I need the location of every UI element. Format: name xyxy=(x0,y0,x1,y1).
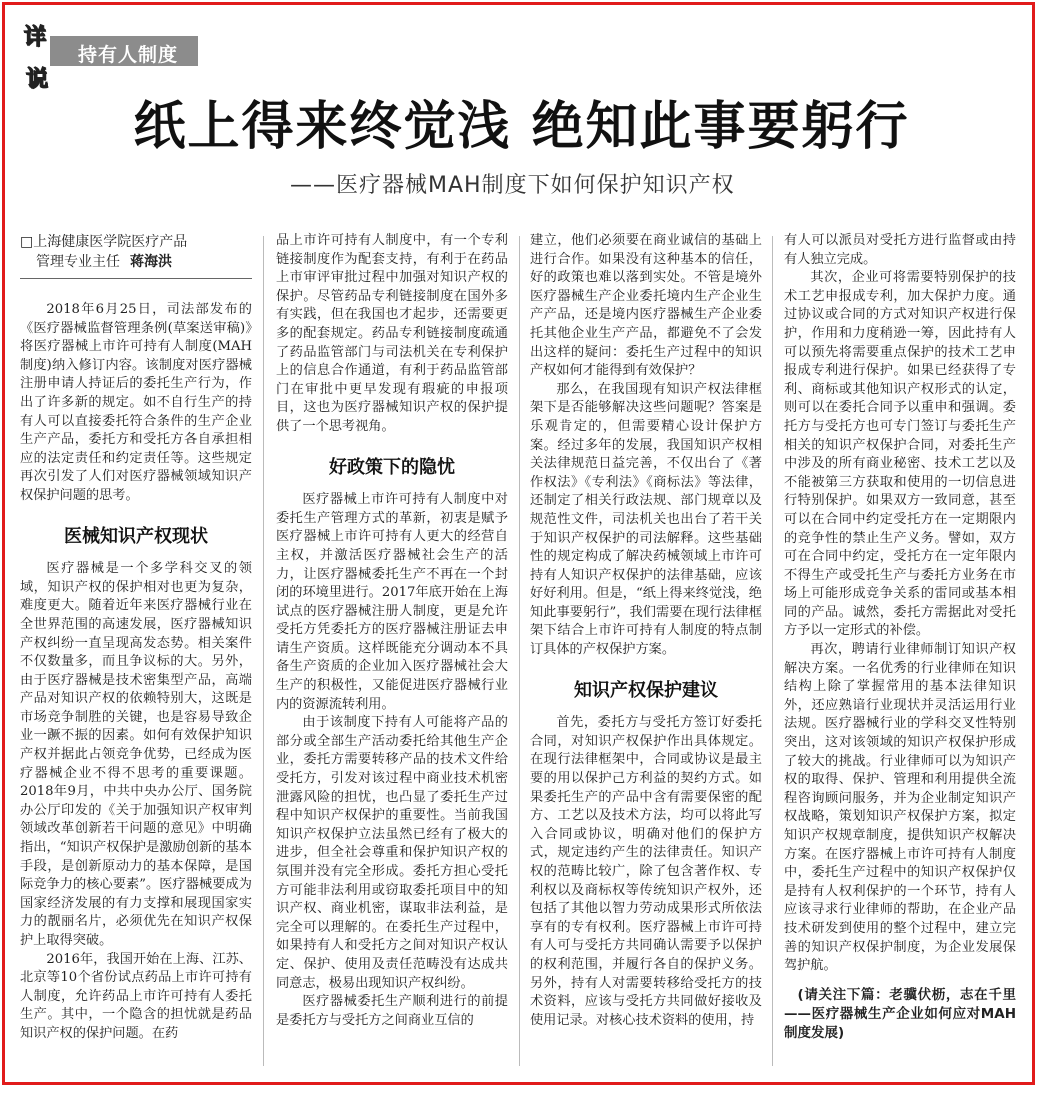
paragraph: 医疗器械是一个多学科交叉的领域，知识产权的保护相对也更为复杂，难度更大。随着近年来医疗器械行业在全世界范围的高速发展，医疗器械知识产权纠纷一直呈现高发态势。相关案件不仅数量多，而且争议标的大。另外，由于医疗器械是技术密集型产品，高端产品对知识产权的依赖特别大，这既是市场竞争制胜的关键，也是容易导致企业一蹶不振的因素。如何有效保护知识产权并据此占领竞争优势，已经成为医疗器械企业不得不思考的重要课题。2018年9月，中共中央办公厅、国务院办公厅印发的《关于加强知识产权审判领域改革创新若干问题的意见》中明确指出，“知识产权保护是激励创新的基本手段，是创新原动力的基本保障，是国际竞争力的核心要素”。医疗器械要成为国家经济发展的有力支撑和展现国家实力的靓丽名片，必须优先在知识产权保护上取得突破。 xyxy=(20,561,252,948)
paragraph: 再次，聘请行业律师制订知识产权解决方案。一名优秀的行业律师在知识结构上除了掌握常用的基本法律知识外，还应熟谙行业现状并灵活运用行业法规。医疗器械行业的学科交叉性特别突出，这对该领域的知识产权保护形成了较大的挑战。行业律师可以为知识产权的取得、保护、管理和利用提供全流程咨询顾问服务，并为企业制定知识产权战略，策划知识产权保护方案，拟定知识产权规章制度，提供知识产权解决方案。在医疗器械上市许可持有人制度中，委托生产过程中的知识产权保护仅是持有人权利保护的一个环节，持有人应该寻求行业律师的帮助，在企业产品技术研发到使用的整个过程中，建立完善的知识产权保护制度，为企业发展保驾护航。 xyxy=(784,642,1016,974)
author-line-2: 管理专业主任 xyxy=(36,254,120,270)
section-tag xyxy=(20,20,180,92)
paragraph: 建立，他们必须要在商业诚信的基础上进行合作。如果没有这种基本的信任，好的政策也难以落到实处。不管是境外医疗器械生产企业委托境内生产企业生产产品，还是境内医疗器械生产企业委托其他企业生产产品，都避免不了会发出这样的疑问：委托生产过程中的知识产权如何才能得到有效保护？ xyxy=(530,233,762,379)
tag-char-shuo: 说 xyxy=(26,67,49,92)
column-1 xyxy=(20,232,252,1062)
column-3 xyxy=(530,232,762,1062)
section-heading-status: 医械知识产权现状 xyxy=(64,525,208,547)
column-divider xyxy=(772,236,773,1066)
paragraph: 2016年，我国开始在上海、江苏、北京等10个省份试点药品上市许可持有人制度，允许药品上市许可持有人委托生产。其中，一个隐含的担忧就是药品知识产权的保护问题。在药 xyxy=(20,951,252,1041)
next-article-note: (请关注下篇：老骥伏枥，志在千里——医疗器械生产企业如何应对MAH制度发展) xyxy=(784,986,1016,1041)
column-divider xyxy=(263,236,264,1066)
author-name: 蒋海洪 xyxy=(130,254,172,270)
article-subtitle: ——医疗器械MAH制度下如何保护知识产权 xyxy=(290,173,735,198)
paragraph: 首先，委托方与受托方签订好委托合同，对知识产权保护作出具体规定。在现行法律框架中，合同或协议是最主要的用以保护己方利益的契约方式。如果委托生产的产品中含有需要保密的配方、工艺以及技术方法，均可以将此写入合同或协议，明确对他们的保护方式，规定违约产生的法律责任。知识产权的范畴比较广，除了包含著作权、专利权以及商标权等传统知识产权外，还包括了其他以智力劳动成果形式所依法享有的专有权利。医疗器械上市许可持有人可与受托方共同确认需要予以保护的权利范围，并履行各自的保护义务。另外，持有人对需要转移给受托方的技术资料，应该与受托方共同做好接收及使用记录。对核心技术资料的使用，持 xyxy=(530,715,762,1028)
paragraph: 医疗器械委托生产顺利进行的前提是委托方与受托方之间商业互信的 xyxy=(276,994,508,1028)
article-title: 纸上得来终觉浅 绝知此事要躬行 xyxy=(133,97,910,157)
tag-bar xyxy=(50,36,198,66)
paragraph: 由于该制度下持有人可能将产品的部分或全部生产活动委托给其他生产企业，委托方需要转移产品的技术文件给受托方，引发对该过程中商业技术机密泄露风险的担忧，也凸显了委托生产过程中知识产权保护的重要性。当前我国知识产权保护立法虽然已经有了极大的进步，但全社会尊重和保护知识产权的氛围并没有完全形成。委托方担心受托方可能非法利用或窃取委托项目中的知识产权、商业机密，谋取非法利益，是完全可以理解的。在委托生产过程中，如果持有人和受托方之间对知识产权认定、保护、使用及责任范畴没有达成共同意志，极易出现知识产权纠纷。 xyxy=(276,715,508,991)
paragraph: 有人可以派员对受托方进行监督或由持有人独立完成。 xyxy=(784,233,1016,267)
tag-char-xiang: 详 xyxy=(24,25,47,50)
paragraph: 其次，企业可将需要特别保护的技术工艺申报成专利，加大保护力度。通过协议或合同的方式对知识产权进行保护，作用和力度稍逊一筹，因此持有人可以预先将需要重点保护的技术工艺申报成专利进行保护。如果已经获得了专利、商标或其他知识产权形式的认定，则可以在委托合同予以重申和强调。委托方与受托方也可专门签订与委托生产相关的知识产权保护合同，对委托生产中涉及的所有商业秘密、技术工艺以及不能被第三方获取和使用的一切信息进行特别保护。如果双方一致同意，甚至可以在合同中约定受托方在一定期限内的竞争性的禁止生产义务。譬如，双方可在合同中约定，受托方在一定年限内不得生产或受托生产与委托方业务在市场上可能形成竞争关系的雷同或基本相同的产品。诚然，委托方需据此对受托方予以一定形式的补偿。 xyxy=(784,270,1016,639)
column-2 xyxy=(276,232,508,1062)
section-heading-suggestions: 知识产权保护建议 xyxy=(574,679,718,701)
author-line-1: □上海健康医学院医疗产品 xyxy=(20,234,188,250)
tag-label: 持有人制度 xyxy=(78,44,179,66)
author-divider xyxy=(20,278,252,279)
section-heading-concerns: 好政策下的隐忧 xyxy=(329,456,455,478)
column-divider xyxy=(519,236,520,1066)
author-block xyxy=(20,232,252,272)
paragraph: 2018年6月25日，司法部发布的《医疗器械监督管理条例(草案送审稿)》将医疗器械上市许可持有人制度(MAH制度)纳入修订内容。该制度对医疗器械注册申请人持证后的委托生产行为，作出了许多新的规定。如不自行生产的持有人可以直接委托符合条件的生产企业生产产品，委托方和受托方各自承担相应的法定责任和约定责任等。这些规定再次引发了人们对医疗器械领域知识产权保护问题的思考。 xyxy=(20,302,252,503)
paragraph: 医疗器械上市许可持有人制度中对委托生产管理方式的革新，初衷是赋予医疗器械上市许可持有人更大的经营自主权，并激活医疗器械社会生产的活力，让医疗器械委托生产不再在一个封闭的环境里进行。2017年底开始在上海试点的医疗器械注册人制度，更是允许受托方凭委托方的医疗器械注册证去申请生产资质。这样既能充分调动本不具备生产资质的企业加入医疗器械社会大生产的积极性，又能促进医疗器械行业内的资源流转利用。 xyxy=(276,492,508,712)
paragraph: 品上市许可持有人制度中，有一个专利链接制度作为配套支持，有利于在药品上市审评审批过程中加强对知识产权的保护。尽管药品专利链接制度在国外多有实践，但在我国也才起步，还需要更多的配套规定。药品专利链接制度疏通了药品监管部门与司法机关在专利保护上的信息合作通道，有利于药品监管部门在审批中更早发现有瑕疵的申报项目，这也为医疗器械知识产权的保护提供了一个思考视角。 xyxy=(276,233,508,434)
column-4 xyxy=(784,232,1016,1062)
paragraph: 那么，在我国现有知识产权法律框架下是否能够解决这些问题呢？答案是乐观肯定的，但需要精心设计保护方案。经过多年的发展，我国知识产权相关法律规范日益完善，不仅出台了《著作权法》《专利法》《商标法》等法律，还制定了相关行政法规、部门规章以及规范性文件，司法机关也出台了若干关于知识产权保护的司法解释。这些基础性的规定构成了解决药械领域上市许可持有人知识产权保护的法律基础，应该好好利用。但是，“纸上得来终觉浅，绝知此事要躬行”，我们需要在现行法律框架下结合上市许可持有人制度的特点制订具体的产权保护方案。 xyxy=(530,381,762,658)
